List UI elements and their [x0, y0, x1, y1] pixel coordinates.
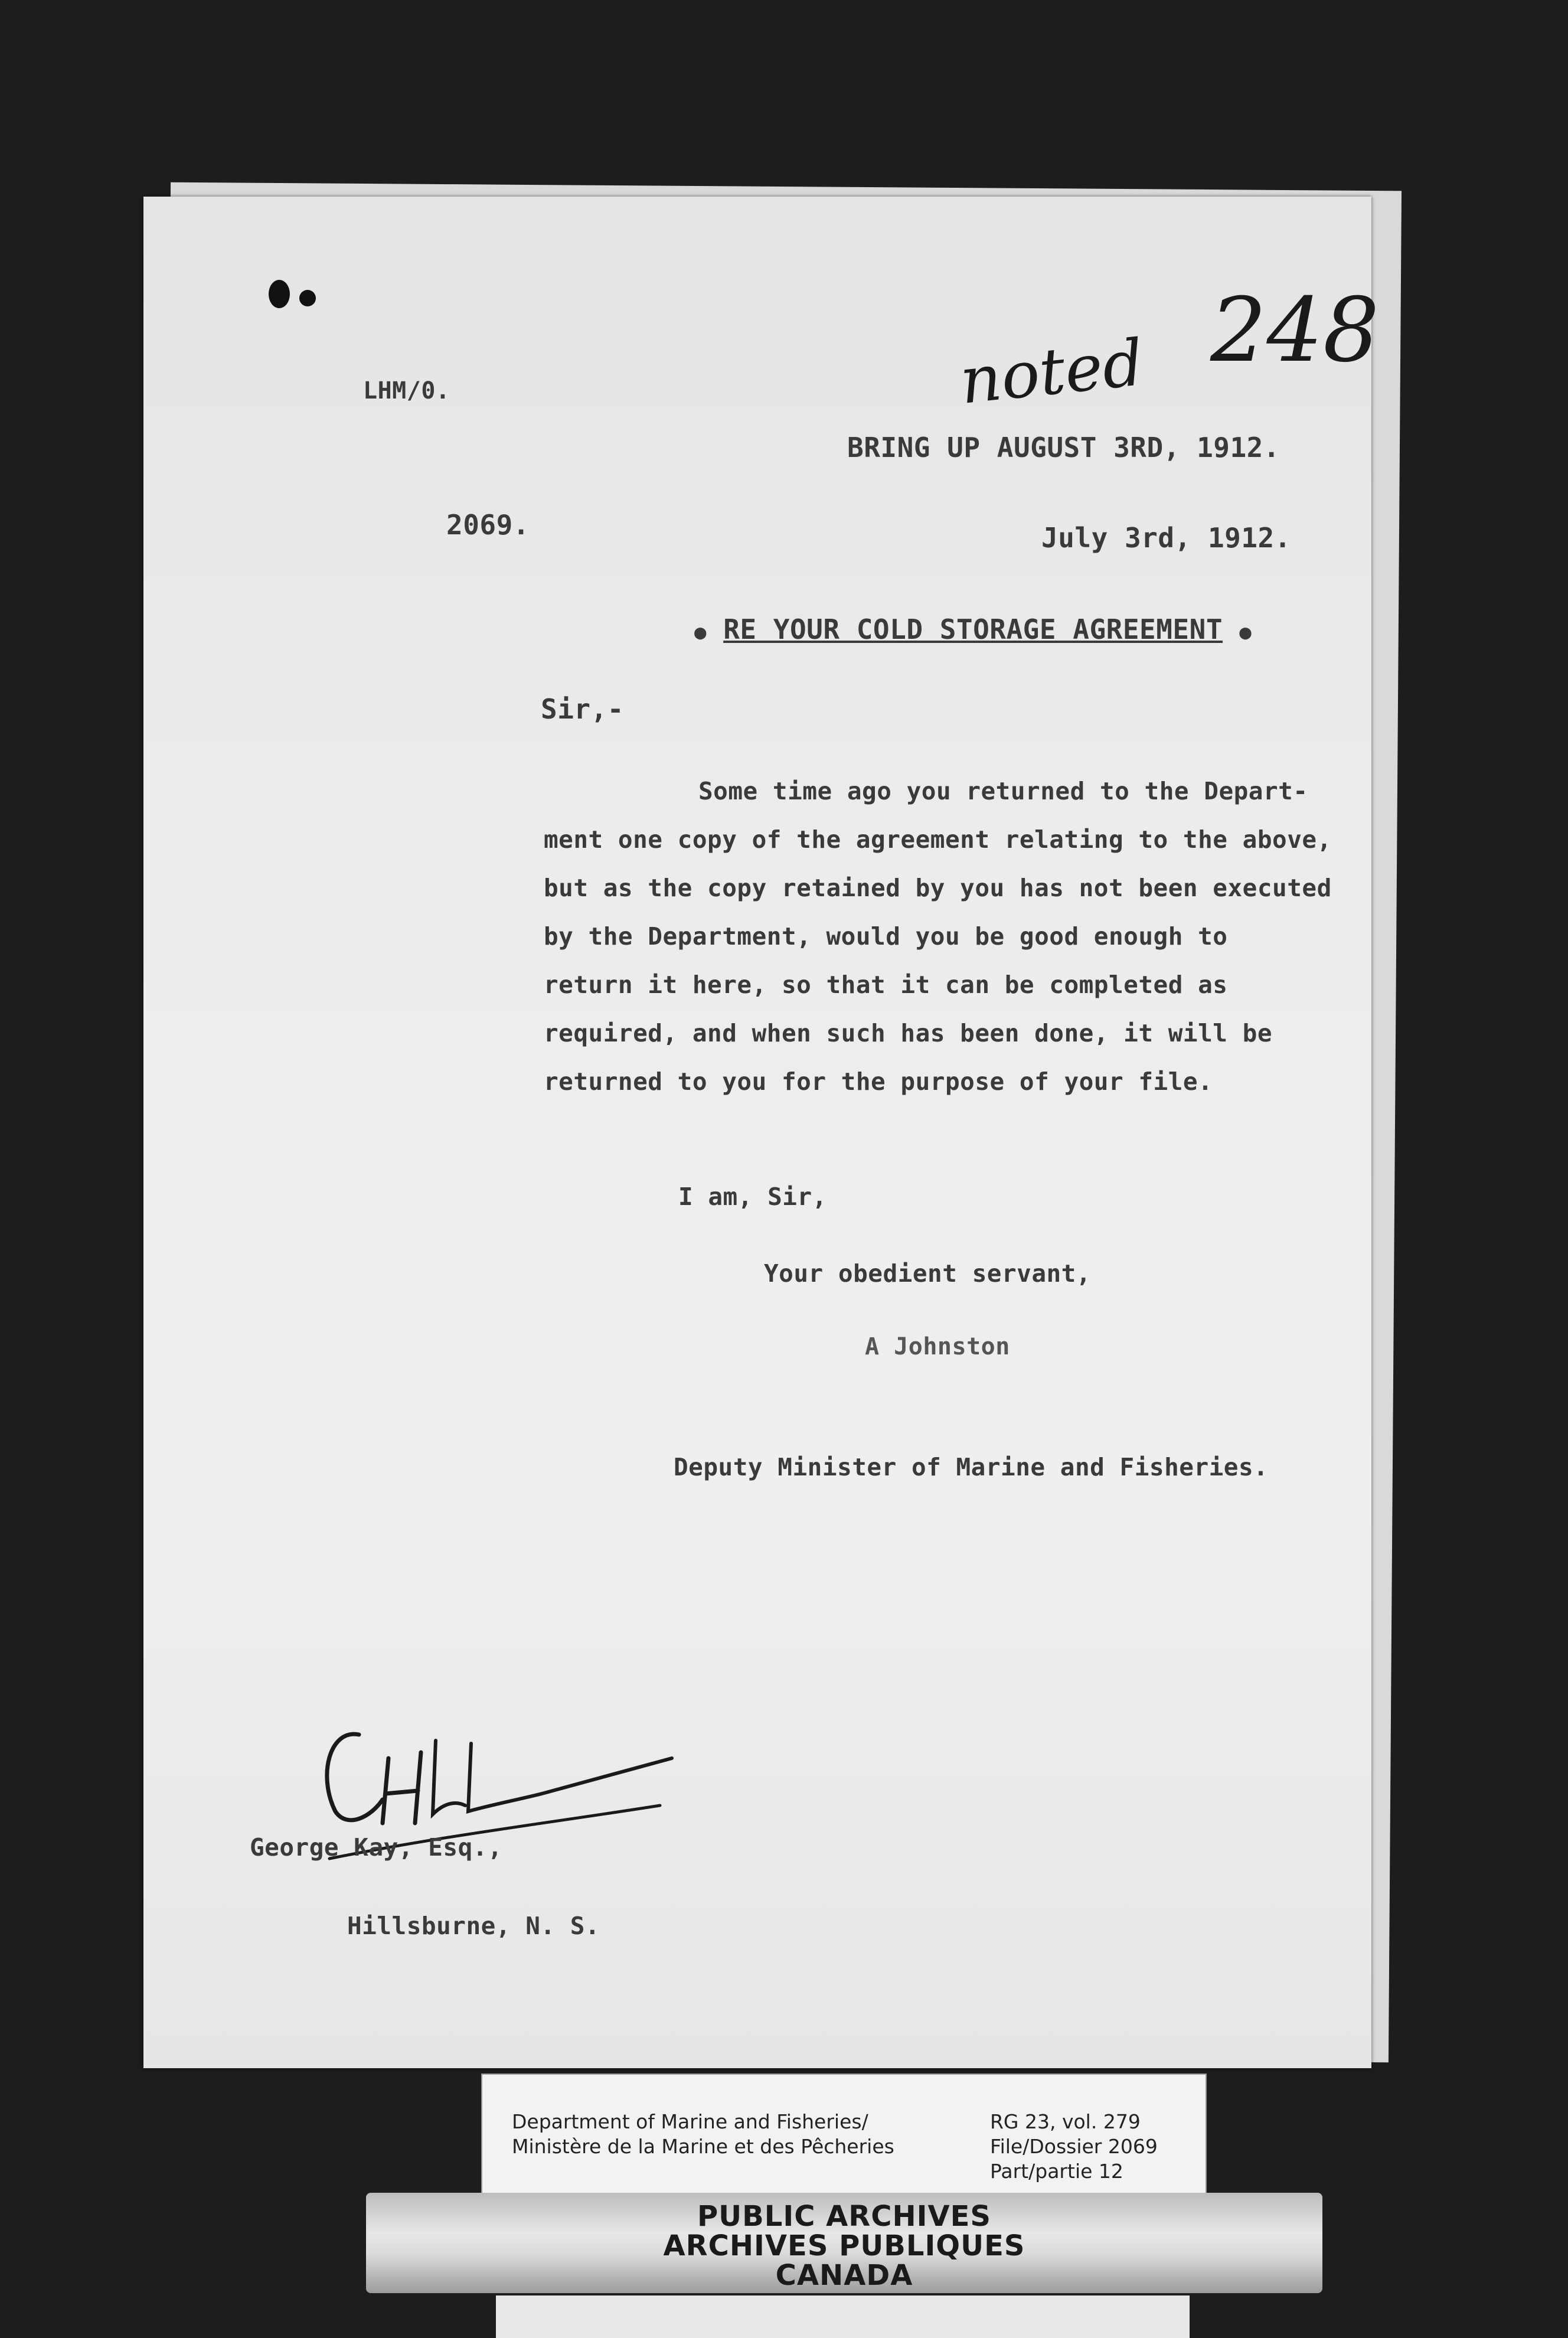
letter-date: July 3rd, 1912.: [1041, 522, 1291, 554]
handwritten-noted-note: noted: [956, 326, 1147, 419]
subject-text: RE YOUR COLD STORAGE AGREEMENT: [723, 613, 1223, 645]
closing-line: I am, Sir,: [678, 1183, 827, 1211]
reference-code: LHM/0.: [363, 377, 450, 404]
recipient-place: Hillsburne, N. S.: [347, 1912, 600, 1940]
bullet-mark: ●: [1239, 621, 1252, 644]
body-line: ment one copy of the agreement relating to the above,: [544, 825, 1332, 854]
bottom-paper-strip: [496, 2295, 1190, 2338]
body-line: by the Department, would you be good enough to: [544, 922, 1228, 951]
file-number: 2069.: [446, 509, 530, 541]
bullet-mark: ●: [694, 621, 707, 644]
body-line: return it here, so that it can be completed as: [544, 971, 1228, 999]
signatory-title: Deputy Minister of Marine and Fisheries.: [674, 1453, 1269, 1481]
stamp-line-3: CANADA: [775, 2259, 913, 2292]
signatory-name: A Johnston: [865, 1333, 1010, 1360]
archive-reference-label: [481, 2073, 1207, 2194]
recipient-name: George Kay, Esq.,: [250, 1833, 503, 1862]
ink-blot-mark: [262, 273, 332, 321]
part-partie: Part/partie 12: [990, 2160, 1123, 2183]
body-line: but as the copy retained by you has not been executed: [544, 874, 1332, 902]
bring-up-line: BRING UP AUGUST 3RD, 1912.: [847, 432, 1280, 463]
body-line: required, and when such has been done, it will be: [544, 1019, 1273, 1047]
file-dossier: File/Dossier 2069: [990, 2135, 1158, 2158]
body-line: returned to you for the purpose of your file.: [544, 1067, 1213, 1096]
department-english: Department of Marine and Fisheries/: [512, 2110, 868, 2133]
folio-number: 248: [1210, 279, 1380, 382]
body-line: Some time ago you returned to the Depart-: [698, 777, 1308, 805]
stamp-line-1: PUBLIC ARCHIVES: [697, 2200, 991, 2233]
department-french: Ministère de la Marine et des Pêcheries: [512, 2135, 894, 2158]
record-group: RG 23, vol. 279: [990, 2110, 1141, 2133]
letter-page: [143, 197, 1380, 2068]
public-archives-stamp: [366, 2193, 1322, 2293]
closing-servant-line: Your obedient servant,: [764, 1259, 1092, 1288]
salutation: Sir,-: [541, 693, 624, 725]
stamp-line-2: ARCHIVES PUBLIQUES: [663, 2229, 1025, 2262]
subject-line: [694, 613, 1252, 645]
